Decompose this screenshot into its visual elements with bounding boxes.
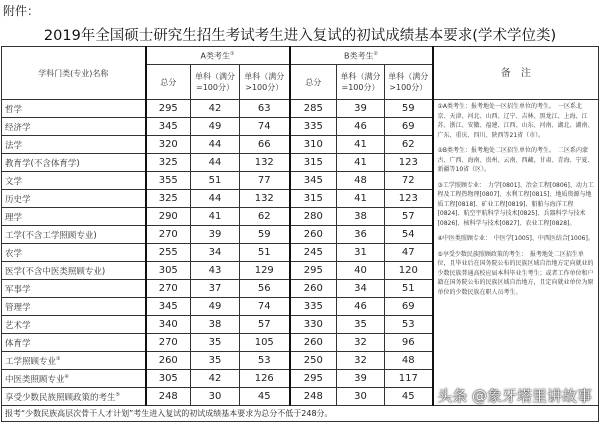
a-score-single100: 34 [191, 244, 240, 262]
a-score-single100: 43 [191, 262, 240, 280]
b-score-single100: 39 [337, 370, 385, 388]
a-score-total: 325 [146, 154, 191, 172]
a-score-single100: 37 [191, 280, 240, 298]
subject-name: 理学 [2, 208, 146, 226]
a-score-singlegt100: 77 [240, 172, 290, 190]
b-score-singlegt100: 62 [385, 136, 433, 154]
a-score-total: 340 [146, 316, 191, 334]
a-score-total: 248 [146, 388, 191, 406]
a-score-single100: 49 [191, 118, 240, 136]
note-item: ②B类考生：报考地处二区招生单位的考生。 二区系内蒙古、广西、海南、贵州、云南、西藏、甘肃、青海、宁夏、新疆等10省（区）。 [437, 147, 594, 173]
a-total-header: 总分 [146, 65, 191, 100]
b-score-singlegt100: 47 [385, 244, 433, 262]
b-score-total: 315 [290, 154, 337, 172]
a-score-singlegt100: 53 [240, 352, 290, 370]
a-score-total: 345 [146, 298, 191, 316]
score-table [1, 46, 599, 422]
b-score-total: 295 [290, 370, 337, 388]
subject-name: 农学 [2, 244, 146, 262]
b-score-singlegt100: 69 [385, 298, 433, 316]
a-score-total: 255 [146, 244, 191, 262]
subject-name: 工学(不含工学照顾专业) [2, 226, 146, 244]
b-score-singlegt100: 59 [385, 100, 433, 118]
b-score-single100: 40 [337, 262, 385, 280]
a-singlegt100-header: 单科（满分>100分） [240, 65, 290, 100]
b-score-total: 315 [290, 190, 337, 208]
a-score-singlegt100: 74 [240, 298, 290, 316]
a-score-singlegt100: 129 [240, 262, 290, 280]
a-score-total: 305 [146, 370, 191, 388]
a-score-singlegt100: 51 [240, 244, 290, 262]
a-score-singlegt100: 63 [240, 100, 290, 118]
subject-name: 体育学 [2, 334, 146, 352]
a-score-total: 345 [146, 118, 191, 136]
a-score-total: 290 [146, 208, 191, 226]
b-score-singlegt100: 48 [385, 352, 433, 370]
a-score-single100: 51 [191, 172, 240, 190]
b-score-single100: 41 [337, 154, 385, 172]
subject-name: 医学(不含中医类照顾专业) [2, 262, 146, 280]
a-score-singlegt100: 132 [240, 154, 290, 172]
b-score-single100: 41 [337, 136, 385, 154]
table-row [2, 100, 599, 118]
a-score-singlegt100: 132 [240, 190, 290, 208]
b-score-singlegt100: 117 [385, 370, 433, 388]
b-score-single100: 36 [337, 226, 385, 244]
a-score-singlegt100: 57 [240, 316, 290, 334]
b-score-single100: 41 [337, 190, 385, 208]
a-single100-header: 单科（满分=100分） [191, 65, 240, 100]
notes-cell [433, 100, 599, 406]
note-item: ③工学照顾专业： 力学[0801]、冶金工程[0806]、动力工程及工程热物理[0807]、水利工程[0815]、地质资源与地质工程[0818]、矿业工程[0819]、船舶与海洋工程[0824]、航空宇航科学与技术[0825]、兵器科学与技术[0826]、核科学与技术[0827]、农业工程[0828]。 [437, 181, 594, 227]
b-single100-header: 单科（满分=100分） [337, 65, 385, 100]
b-score-total: 345 [290, 172, 337, 190]
subject-name: 工学照顾专业③ [2, 352, 146, 370]
a-score-single100: 44 [191, 154, 240, 172]
b-score-singlegt100: 53 [385, 316, 433, 334]
b-score-total: 260 [290, 226, 337, 244]
a-score-total: 355 [146, 172, 191, 190]
b-singlegt100-header: 单科（满分>100分） [385, 65, 433, 100]
a-score-single100: 30 [191, 388, 240, 406]
b-score-single100: 38 [337, 208, 385, 226]
a-score-total: 270 [146, 334, 191, 352]
b-score-single100: 34 [337, 280, 385, 298]
b-score-single100: 31 [337, 244, 385, 262]
b-score-total: 260 [290, 334, 337, 352]
b-score-singlegt100: 72 [385, 172, 433, 190]
attachment-label: 附件： [3, 4, 40, 18]
b-score-total: 260 [290, 280, 337, 298]
b-score-single100: 32 [337, 352, 385, 370]
b-score-single100: 32 [337, 334, 385, 352]
a-score-total: 270 [146, 280, 191, 298]
a-score-single100: 44 [191, 136, 240, 154]
a-score-single100: 42 [191, 100, 240, 118]
subject-name: 艺术学 [2, 316, 146, 334]
note-item: ⑤享受少数民族照顾政策的考生： 报考地处二区招生单位，且毕业后在国务院公布的民族区域自治地方定向就业的少数民族普通高校应届本科毕业生考生；或者工作单位和户籍在国务院公布的民族区域自治地方，且定向就业单位为原单位的少数民族在职人员考生。 [437, 250, 594, 296]
b-score-singlegt100: 54 [385, 226, 433, 244]
notes-header: 备 注 [433, 47, 599, 100]
b-score-total: 335 [290, 118, 337, 136]
a-score-single100: 41 [191, 208, 240, 226]
b-score-singlegt100: 120 [385, 262, 433, 280]
b-score-singlegt100: 123 [385, 154, 433, 172]
subject-name: 哲学 [2, 100, 146, 118]
a-score-singlegt100: 126 [240, 370, 290, 388]
subject-name: 军事学 [2, 280, 146, 298]
a-score-total: 270 [146, 226, 191, 244]
b-score-single100: 39 [337, 100, 385, 118]
subject-name: 教育学(不含体育学) [2, 154, 146, 172]
subject-name: 中医类照顾专业④ [2, 370, 146, 388]
a-score-single100: 35 [191, 334, 240, 352]
b-score-single100: 46 [337, 298, 385, 316]
a-group-header: A类考生① [146, 47, 290, 65]
subject-name: 经济学 [2, 118, 146, 136]
b-score-singlegt100: 51 [385, 280, 433, 298]
b-score-singlegt100: 45 [385, 388, 433, 406]
a-score-singlegt100: 74 [240, 118, 290, 136]
b-score-singlegt100: 123 [385, 190, 433, 208]
a-score-single100: 39 [191, 226, 240, 244]
note-item: ①A类考生：报考地处一区招生单位的考生。 一区系北京、天津、河北、山西、辽宁、吉林、黑龙江、上海、江苏、浙江、安徽、福建、江西、山东、河南、湖北、湖南、广东、重庆、四川、陕西等21省（市）。 [437, 103, 594, 139]
a-score-singlegt100: 105 [240, 334, 290, 352]
a-score-total: 260 [146, 352, 191, 370]
b-score-single100: 46 [337, 118, 385, 136]
subject-name: 文学 [2, 172, 146, 190]
footer-note: 报考“少数民族高层次骨干人才计划”考生进入复试的初试成绩基本要求为总分不低于248分。 [2, 406, 599, 422]
b-total-header: 总分 [290, 65, 337, 100]
a-score-single100: 35 [191, 352, 240, 370]
page-title: 2019年全国硕士研究生招生考试考生进入复试的初试成绩基本要求(学术学位类) [43, 28, 557, 44]
subject-name: 历史学 [2, 190, 146, 208]
a-score-singlegt100: 62 [240, 208, 290, 226]
watermark: 头条 @象牙塔里讲故事 [437, 387, 592, 405]
a-score-total: 320 [146, 136, 191, 154]
b-score-total: 335 [290, 298, 337, 316]
a-score-singlegt100: 59 [240, 226, 290, 244]
b-score-single100: 48 [337, 172, 385, 190]
a-score-total: 305 [146, 262, 191, 280]
b-score-total: 250 [290, 352, 337, 370]
a-score-single100: 44 [191, 190, 240, 208]
b-score-singlegt100: 57 [385, 208, 433, 226]
b-score-single100: 30 [337, 388, 385, 406]
b-score-total: 310 [290, 136, 337, 154]
b-score-singlegt100: 96 [385, 334, 433, 352]
a-score-singlegt100: 56 [240, 280, 290, 298]
b-score-singlegt100: 69 [385, 118, 433, 136]
b-score-total: 248 [290, 388, 337, 406]
a-score-singlegt100: 45 [240, 388, 290, 406]
a-score-total: 295 [146, 100, 191, 118]
b-score-total: 280 [290, 208, 337, 226]
b-score-total: 285 [290, 100, 337, 118]
subject-name: 享受少数民族照顾政策的考生⑤ [2, 388, 146, 406]
a-score-single100: 49 [191, 298, 240, 316]
b-group-header: B类考生② [290, 47, 433, 65]
a-score-single100: 38 [191, 316, 240, 334]
b-score-total: 295 [290, 262, 337, 280]
subject-name: 管理学 [2, 298, 146, 316]
subject-name: 法学 [2, 136, 146, 154]
a-score-total: 325 [146, 190, 191, 208]
subject-header: 学科门类(专业)名称 [2, 47, 146, 100]
b-score-single100: 35 [337, 316, 385, 334]
b-score-total: 330 [290, 316, 337, 334]
a-score-singlegt100: 66 [240, 136, 290, 154]
note-item: ④中医类照顾专业： 中医学[1005]、中西医结合[1006]。 [437, 235, 594, 242]
a-score-single100: 42 [191, 370, 240, 388]
b-score-total: 245 [290, 244, 337, 262]
